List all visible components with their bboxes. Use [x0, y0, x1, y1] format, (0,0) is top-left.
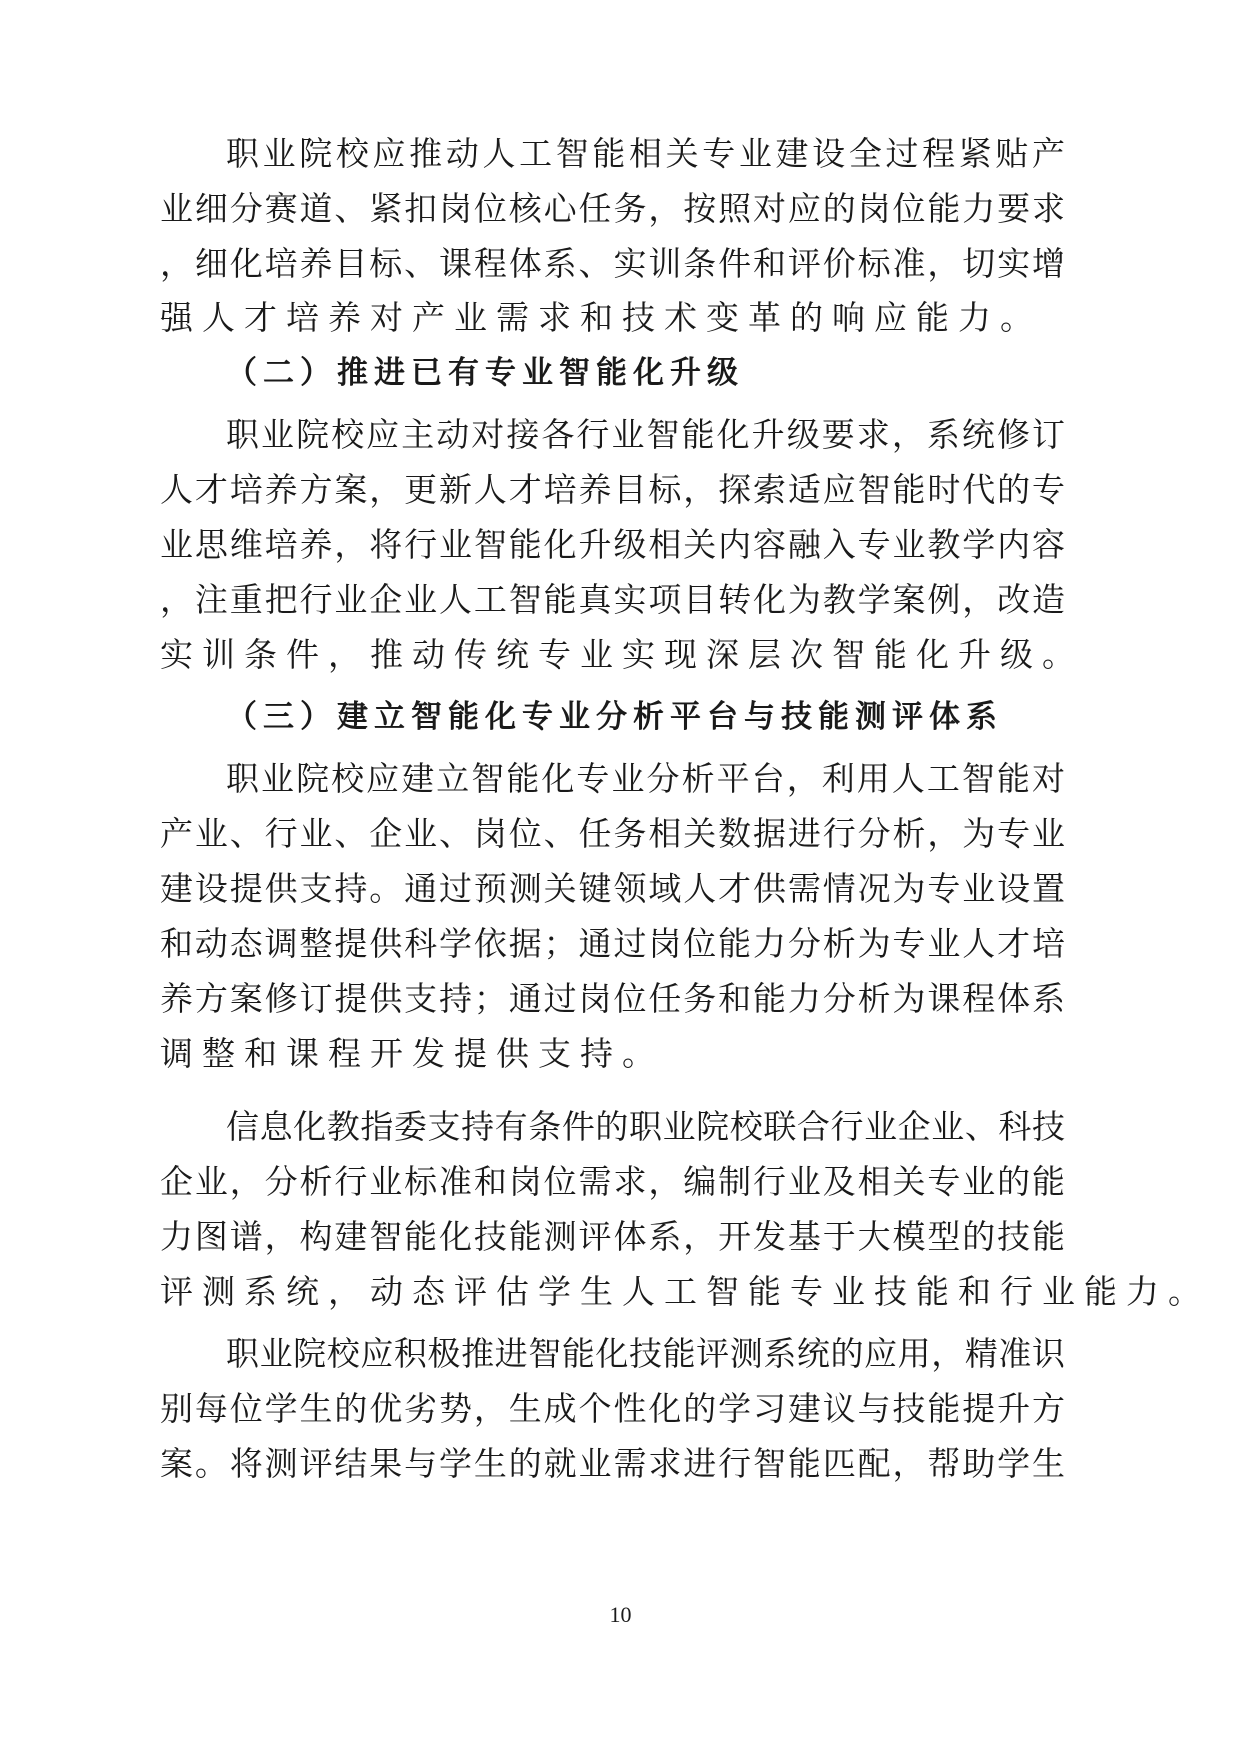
paragraph-line: 职业院校应主动对接各行业智能化升级要求，系统修订	[226, 415, 1065, 454]
paragraph-line: 评测系统，动态评估学生人工智能专业技能和行业能力。	[160, 1272, 1210, 1311]
paragraph-line: 实训条件，推动传统专业实现深层次智能化升级。	[160, 635, 1084, 674]
paragraph-line: 信息化教指委支持有条件的职业院校联合行业企业、科技	[226, 1107, 1065, 1146]
paragraph-line: 别每位学生的优劣势，生成个性化的学习建议与技能提升方	[160, 1389, 1065, 1428]
paragraph-line: ，细化培养目标、课程体系、实训条件和评价标准，切实增	[160, 244, 1065, 283]
paragraph-line: ，注重把行业企业人工智能真实项目转化为教学案例，改造	[160, 580, 1065, 619]
paragraph-line: 案。将测评结果与学生的就业需求进行智能匹配，帮助学生	[160, 1444, 1065, 1483]
paragraph-line: 力图谱，构建智能化技能测评体系，开发基于大模型的技能	[160, 1217, 1065, 1256]
section-heading: （二）推进已有专业智能化升级	[226, 355, 744, 391]
paragraph-line: 和动态调整提供科学依据；通过岗位能力分析为专业人才培	[160, 924, 1065, 963]
paragraph-line: 养方案修订提供支持；通过岗位任务和能力分析为课程体系	[160, 979, 1065, 1018]
paragraph-line: 产业、行业、企业、岗位、任务相关数据进行分析，为专业	[160, 814, 1065, 853]
paragraph-line: 建设提供支持。通过预测关键领域人才供需情况为专业设置	[160, 869, 1065, 908]
paragraph-line: 职业院校应推动人工智能相关专业建设全过程紧贴产	[226, 134, 1065, 173]
paragraph-line: 职业院校应建立智能化专业分析平台，利用人工智能对	[226, 759, 1065, 798]
paragraph-line: 业思维培养，将行业智能化升级相关内容融入专业教学内容	[160, 525, 1065, 564]
paragraph-line: 业细分赛道、紧扣岗位核心任务，按照对应的岗位能力要求	[160, 189, 1065, 228]
paragraph-line: 调整和课程开发提供支持。	[160, 1034, 664, 1073]
paragraph-line: 人才培养方案，更新人才培养目标，探索适应智能时代的专	[160, 470, 1065, 509]
paragraph-line: 企业，分析行业标准和岗位需求，编制行业及相关专业的能	[160, 1162, 1065, 1201]
page-number: 10	[609, 1602, 632, 1627]
paragraph-line: 职业院校应积极推进智能化技能评测系统的应用，精准识	[226, 1334, 1065, 1373]
section-heading: （三）建立智能化专业分析平台与技能测评体系	[226, 699, 1003, 735]
paragraph-line: 强人才培养对产业需求和技术变革的响应能力。	[160, 298, 1042, 337]
